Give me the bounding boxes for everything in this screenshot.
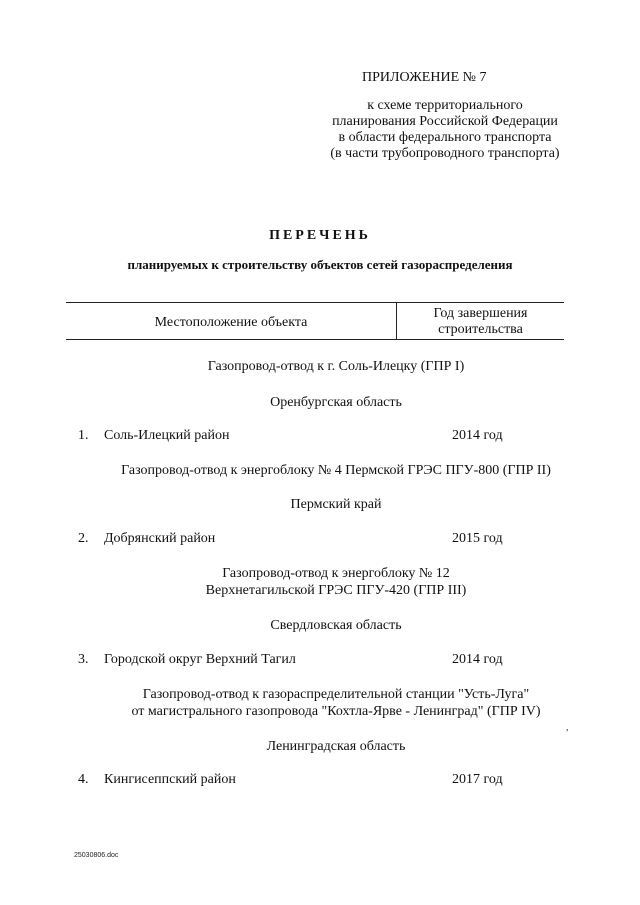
region-3: Свердловская область (270, 618, 402, 633)
column-header-year-line-2: строительства (438, 322, 523, 337)
column-header-year (396, 303, 564, 339)
column-header-year-line-1: Год завершения (433, 306, 528, 321)
row-location: Городской округ Верхний Тагил (104, 652, 296, 667)
region-2: Пермский край (290, 497, 382, 512)
scan-mark: , (566, 722, 569, 733)
pipeline-title-3-line-2: Верхнетагильской ГРЭС ПГУ-420 (ГПР III) (205, 583, 467, 598)
appendix-line-2: планирования Российской Федерации (332, 114, 558, 129)
column-header-location: Местоположение объекта (154, 315, 308, 330)
appendix-line-3: в области федерального транспорта (338, 130, 552, 145)
table-header (66, 302, 564, 340)
pipeline-title-4 (66, 686, 606, 720)
row-number: 3. (78, 652, 89, 667)
pipeline-title-1: Газопровод-отвод к г. Соль-Илецку (ГПР I) (207, 359, 465, 374)
row-year: 2015 год (452, 531, 503, 546)
document-title: ПЕРЕЧЕНЬ (269, 228, 371, 243)
row-location: Кингисеппский район (104, 772, 236, 787)
document-subtitle: планируемых к строительству объектов сетей газораспределения (127, 257, 513, 272)
appendix-block (300, 70, 570, 162)
pipeline-title-3 (66, 565, 606, 599)
row-year: 2014 год (452, 652, 503, 667)
pipeline-title-4-line-1: Газопровод-отвод к газораспределительной станции "Усть-Луга" (142, 687, 530, 702)
pipeline-title-4-line-2: от магистрального газопровода "Кохтла-Ярве - Ленинград" (ГПР IV) (131, 704, 541, 719)
row-number: 4. (78, 772, 89, 787)
row-number: 2. (78, 531, 89, 546)
appendix-line-4: (в части трубопроводного транспорта) (330, 146, 560, 161)
row-location: Добрянский район (104, 531, 216, 546)
footer-filename: 25030806.doc (74, 852, 119, 859)
region-1: Оренбургская область (270, 395, 402, 410)
pipeline-title-3-line-1: Газопровод-отвод к энергоблоку № 12 (222, 566, 450, 581)
region-4: Ленинградская область (266, 739, 406, 754)
row-location: Соль-Илецкий район (104, 428, 230, 443)
pipeline-title-2: Газопровод-отвод к энергоблоку № 4 Пермской ГРЭС ПГУ-800 (ГПР II) (121, 463, 551, 478)
row-year: 2017 год (452, 772, 503, 787)
appendix-number: ПРИЛОЖЕНИЕ № 7 (362, 70, 487, 85)
appendix-line-1: к схеме территориального (367, 98, 523, 113)
row-year: 2014 год (452, 428, 503, 443)
row-number: 1. (78, 428, 89, 443)
